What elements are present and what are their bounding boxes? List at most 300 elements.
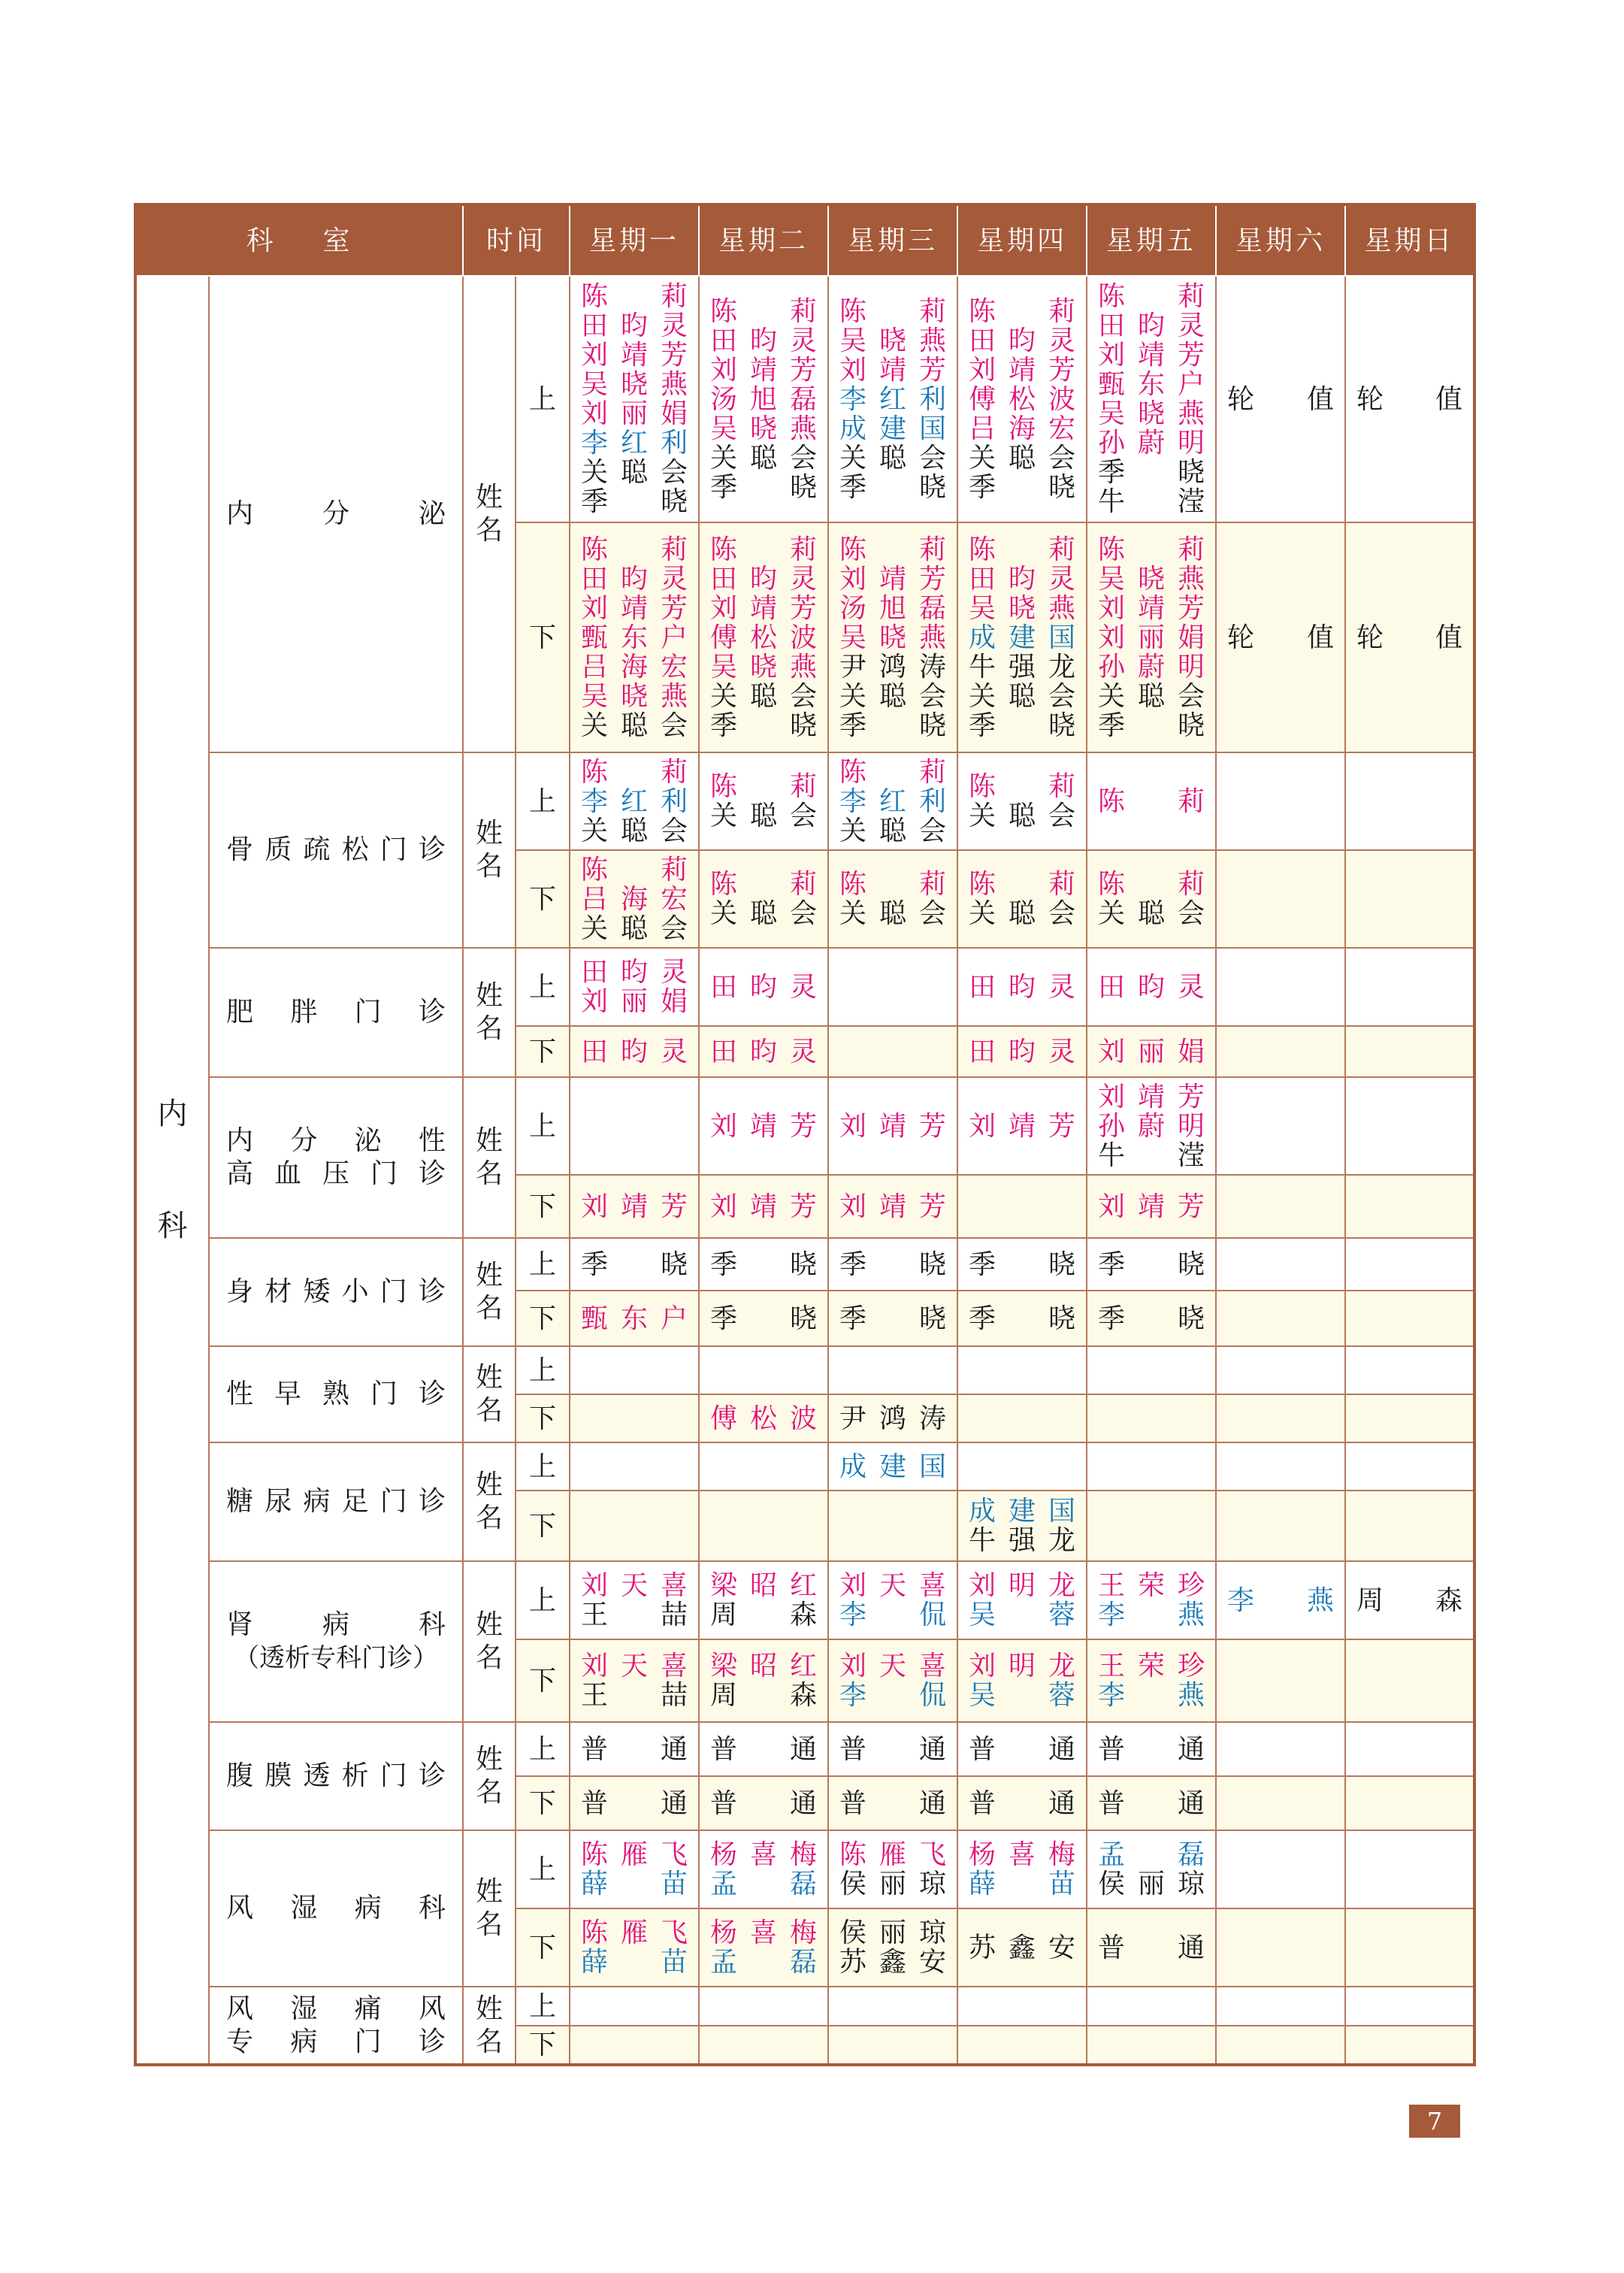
doctor-name: 苏 鑫 安	[839, 1947, 946, 1978]
clinic-row-am	[135, 1830, 1474, 1908]
doctor-name: 李 红 利	[581, 428, 688, 459]
doctor-name: 田 昀 灵	[969, 971, 1075, 1003]
doctor-name: 陈 莉	[969, 295, 1076, 327]
doctor-name: 关 聪 会	[969, 442, 1075, 474]
doctor-name: 吴 晓 燕	[839, 325, 946, 356]
doctor-name: 田 昀 灵	[1098, 310, 1205, 341]
schedule-cell	[957, 1442, 1087, 1491]
doctor-name: 刘 丽 娟	[581, 986, 688, 1017]
doctor-name: 季 晓	[969, 1303, 1076, 1334]
clinic-name-cell	[209, 1238, 463, 1346]
schedule-cell	[570, 1561, 699, 1639]
doctor-name: 成 建 国	[969, 1496, 1075, 1527]
afternoon-label: 下	[516, 2026, 570, 2065]
doctor-name: 刘 靖 芳	[710, 354, 817, 386]
schedule-cell	[570, 1291, 699, 1346]
doctor-name: 季 晓	[581, 1248, 688, 1280]
doctor-name: 吴 晓 燕	[1098, 398, 1205, 429]
doctor-name: 普 通	[969, 1733, 1076, 1765]
afternoon-label: 下	[516, 1175, 570, 1238]
clinic-row-am	[135, 948, 1474, 1026]
clinic-name: （透析专科门诊）	[234, 1643, 438, 1673]
schedule-cell	[828, 1987, 957, 2026]
schedule-cell	[957, 1987, 1087, 2026]
doctor-name: 田 昀 灵	[710, 325, 817, 356]
clinic-row-am	[135, 1722, 1474, 1776]
header-day: 星期二	[699, 204, 828, 276]
doctor-name: 季 晓	[710, 1248, 818, 1280]
morning-label: 上	[516, 948, 570, 1026]
name-label-cell	[463, 1830, 516, 1987]
schedule-cell	[1216, 1561, 1345, 1639]
schedule-cell	[957, 276, 1087, 522]
schedule-cell	[1087, 1830, 1216, 1908]
doctor-name: 季 晓	[1098, 710, 1205, 741]
doctor-name: 吕 海 宏	[581, 883, 688, 915]
name-label-cell	[463, 1987, 516, 2065]
doctor-name: 季 晓	[710, 471, 818, 503]
schedule-cell	[828, 1077, 957, 1175]
schedule-cell	[957, 1238, 1087, 1291]
schedule-cell	[570, 1908, 699, 1987]
doctor-name: 牛 滢	[1098, 486, 1205, 517]
morning-label: 上	[516, 1077, 570, 1175]
doctor-name: 陈 莉	[1098, 281, 1205, 312]
doctor-name: 普 通	[839, 1787, 947, 1819]
schedule-cell	[1216, 1394, 1345, 1442]
schedule-cell	[699, 1077, 828, 1175]
schedule-cell	[1216, 522, 1345, 752]
schedule-cell	[1087, 948, 1216, 1026]
doctor-name: 尹 鸿 涛	[839, 651, 946, 683]
doctor-name: 刘 明 龙	[969, 1651, 1075, 1681]
schedule-cell	[1345, 1238, 1474, 1291]
schedule-cell	[1345, 522, 1474, 752]
doctor-name: 田 昀 灵	[581, 563, 688, 595]
clinic-name: 性 早 熟 门 诊	[226, 1379, 446, 1409]
doctor-name: 傅 松 波	[710, 1403, 817, 1434]
doctor-name: 孟 磊	[710, 1947, 818, 1978]
schedule-cell	[1087, 1346, 1216, 1394]
name-label-cell	[463, 1561, 516, 1722]
schedule-cell	[1087, 2026, 1216, 2065]
doctor-name: 杨 喜 梅	[710, 1917, 817, 1948]
doctor-name: 牛 滢	[1098, 1140, 1205, 1171]
schedule-cell	[699, 2026, 828, 2065]
schedule-cell	[1216, 276, 1345, 522]
schedule-cell	[1087, 276, 1216, 522]
doctor-name: 刘 靖 芳	[1098, 1191, 1205, 1222]
schedule-cell	[1087, 1987, 1216, 2026]
doctor-name: 吴 晓 燕	[581, 369, 688, 400]
doctor-name: 刘 靖 芳	[1098, 1081, 1205, 1112]
doctor-name: 关 聪 会	[581, 913, 688, 944]
doctor-name: 刘 天 喜	[581, 1570, 688, 1601]
doctor-name: 刘 靖 芳	[839, 1191, 946, 1222]
doctor-name: 周 森	[710, 1600, 818, 1630]
doctor-name: 陈 莉	[710, 295, 818, 327]
schedule-cell	[1345, 1830, 1474, 1908]
clinic-row-am	[135, 276, 1474, 522]
schedule-cell	[1087, 1776, 1216, 1830]
clinic-row-am	[135, 1346, 1474, 1394]
clinic-name: 腹 膜 透 析 门 诊	[226, 1760, 446, 1791]
schedule-cell	[1087, 1026, 1216, 1077]
schedule-cell	[570, 1830, 699, 1908]
schedule-cell	[1216, 850, 1345, 948]
doctor-name: 陈 莉	[1098, 534, 1205, 565]
schedule-cell	[1216, 1639, 1345, 1722]
name-label: 姓 名	[475, 1469, 503, 1533]
doctor-name: 陈 莉	[969, 771, 1076, 802]
schedule-cell	[957, 1830, 1087, 1908]
name-label-cell	[463, 1722, 516, 1830]
schedule-cell	[699, 1830, 828, 1908]
schedule-cell	[828, 1026, 957, 1077]
name-label-cell	[463, 1346, 516, 1442]
doctor-name: 周 森	[710, 1680, 818, 1711]
schedule-cell	[570, 752, 699, 850]
schedule-cell	[1087, 522, 1216, 752]
schedule-cell	[570, 948, 699, 1026]
schedule-cell	[1345, 1908, 1474, 1987]
schedule-cell	[828, 1346, 957, 1394]
doctor-name: 关 聪 会	[1098, 680, 1205, 712]
name-label: 姓 名	[475, 1876, 503, 1940]
clinic-name-cell	[209, 1077, 463, 1238]
clinic-name: 高 血 压 门 诊	[226, 1158, 446, 1189]
clinic-name: 内 分 泌	[226, 498, 446, 529]
schedule-cell	[699, 1776, 828, 1830]
schedule-cell	[570, 2026, 699, 2065]
clinic-schedule-table	[134, 203, 1476, 2066]
schedule-cell	[1216, 948, 1345, 1026]
header-day: 星期三	[828, 204, 957, 276]
doctor-name: 刘 丽 娟	[581, 398, 688, 429]
schedule-cell	[699, 948, 828, 1026]
schedule-cell	[1216, 1776, 1345, 1830]
doctor-name: 季 晓	[839, 471, 947, 503]
doctor-name: 田 昀 灵	[581, 1036, 688, 1067]
doctor-name: 关 聪 会	[839, 680, 946, 712]
schedule-cell	[957, 1077, 1087, 1175]
doctor-name: 周 森	[1356, 1584, 1463, 1616]
name-label: 姓 名	[475, 1609, 503, 1673]
afternoon-label: 下	[516, 850, 570, 948]
clinic-name: 内 分 泌 性	[226, 1125, 446, 1156]
schedule-cell	[957, 1722, 1087, 1776]
schedule-cell	[570, 1639, 699, 1722]
doctor-name: 薛 苗	[581, 1869, 688, 1899]
doctor-name: 关 聪 会	[1098, 898, 1205, 929]
doctor-name: 李 侃	[839, 1600, 947, 1630]
schedule-cell	[1087, 752, 1216, 850]
doctor-name: 陈 莉	[581, 756, 688, 788]
doctor-name: 薛 苗	[581, 1947, 688, 1978]
clinic-name-cell	[209, 1442, 463, 1561]
doctor-name: 关 聪 会	[581, 815, 688, 846]
schedule-cell	[699, 1394, 828, 1442]
doctor-name: 尹 鸿 涛	[839, 1403, 946, 1434]
doctor-name: 牛 强 龙	[969, 1525, 1075, 1556]
doctor-name: 陈 雁 飞	[839, 1839, 946, 1870]
header-row	[135, 204, 1474, 276]
schedule-cell	[828, 752, 957, 850]
doctor-name: 普 通	[710, 1787, 818, 1819]
doctor-name: 甄 东 户	[1098, 369, 1205, 400]
doctor-name: 田 昀 灵	[710, 1036, 817, 1067]
afternoon-label: 下	[516, 1291, 570, 1346]
schedule-cell	[828, 2026, 957, 2065]
doctor-name: 王 荣 珍	[1098, 1651, 1205, 1681]
schedule-cell	[1345, 1291, 1474, 1346]
doctor-name: 吴 晓 燕	[839, 622, 946, 653]
clinic-name: 骨 质 疏 松 门 诊	[226, 834, 446, 865]
afternoon-label: 下	[516, 1776, 570, 1830]
doctor-name: 轮 值	[1356, 383, 1463, 415]
schedule-cell	[1345, 1026, 1474, 1077]
schedule-cell	[828, 1908, 957, 1987]
clinic-row-am	[135, 752, 1474, 850]
schedule-cell	[1087, 1442, 1216, 1491]
doctor-name: 田 昀 灵	[710, 971, 817, 1003]
doctor-name: 季 晓	[710, 710, 818, 741]
schedule-cell	[570, 1238, 699, 1291]
schedule-cell	[957, 1908, 1087, 1987]
doctor-name: 傅 松 波	[710, 622, 817, 653]
doctor-name: 普 通	[581, 1733, 688, 1765]
doctor-name: 薛 苗	[969, 1869, 1076, 1899]
schedule-cell	[1216, 1238, 1345, 1291]
doctor-name: 刘 靖 芳	[839, 1110, 946, 1142]
morning-label: 上	[516, 1561, 570, 1639]
schedule-cell	[1087, 1238, 1216, 1291]
schedule-cell	[1345, 1346, 1474, 1394]
schedule-cell	[828, 948, 957, 1026]
schedule-cell	[570, 1442, 699, 1491]
morning-label: 上	[516, 276, 570, 522]
doctor-name: 关 聪 会	[581, 457, 688, 488]
doctor-name: 关 聪 会	[710, 680, 817, 712]
doctor-name: 孟 磊	[710, 1869, 818, 1899]
schedule-cell	[957, 1175, 1087, 1238]
doctor-name: 李 红 利	[839, 383, 946, 415]
name-label: 姓 名	[475, 1993, 503, 2057]
header-day: 星期六	[1216, 204, 1345, 276]
schedule-cell	[699, 276, 828, 522]
doctor-name: 吴 晓 燕	[1098, 563, 1205, 595]
schedule-cell	[1345, 1491, 1474, 1561]
schedule-cell	[699, 752, 828, 850]
schedule-cell	[1345, 752, 1474, 850]
schedule-cell	[957, 522, 1087, 752]
section-label: 内 科	[157, 1096, 188, 1243]
doctor-name: 刘 明 龙	[969, 1570, 1075, 1601]
doctor-name: 吕 海 宏	[969, 413, 1075, 444]
doctor-name: 关 聪 会	[581, 710, 688, 741]
doctor-name: 关 聪 会	[710, 801, 817, 831]
name-label-cell	[463, 1238, 516, 1346]
schedule-cell	[1345, 850, 1474, 948]
schedule-cell	[828, 522, 957, 752]
schedule-cell	[1087, 1908, 1216, 1987]
doctor-name: 陈 莉	[581, 281, 688, 312]
schedule-cell	[1345, 1776, 1474, 1830]
name-label: 姓 名	[475, 818, 503, 882]
morning-label: 上	[516, 1238, 570, 1291]
schedule-cell	[828, 1639, 957, 1722]
afternoon-label: 下	[516, 1394, 570, 1442]
schedule-cell	[1216, 1908, 1345, 1987]
doctor-name: 关 聪 会	[969, 801, 1075, 831]
doctor-name: 季 晓	[969, 710, 1076, 741]
schedule-cell	[828, 1394, 957, 1442]
doctor-name: 成 建 国	[839, 1451, 946, 1482]
doctor-name: 季 晓	[969, 1248, 1076, 1280]
schedule-cell	[957, 850, 1087, 948]
doctor-name: 陈 莉	[581, 534, 688, 565]
doctor-name: 王 荣 珍	[1098, 1570, 1205, 1601]
name-label-cell	[463, 276, 516, 752]
schedule-cell	[570, 276, 699, 522]
schedule-cell	[1216, 1722, 1345, 1776]
name-label: 姓 名	[475, 1125, 503, 1189]
clinic-name-cell	[209, 1346, 463, 1442]
page-number: 7	[1409, 2105, 1460, 2138]
doctor-name: 刘 靖 芳	[710, 1110, 817, 1142]
morning-label: 上	[516, 1722, 570, 1776]
doctor-name: 关 聪 会	[710, 442, 817, 474]
doctor-name: 关 聪 会	[969, 898, 1075, 929]
doctor-name: 陈 莉	[710, 771, 818, 802]
schedule-cell	[570, 1175, 699, 1238]
doctor-name: 吴 晓 燕	[969, 592, 1075, 624]
schedule-cell	[699, 1346, 828, 1394]
header-department: 科 室	[135, 204, 463, 276]
doctor-name: 田 昀 灵	[969, 325, 1075, 356]
schedule-cell	[699, 1491, 828, 1561]
schedule-cell	[699, 1639, 828, 1722]
name-label: 姓 名	[475, 980, 503, 1044]
doctor-name: 吴 蓉	[969, 1600, 1076, 1630]
schedule-cell	[828, 1491, 957, 1561]
schedule-cell	[570, 1026, 699, 1077]
schedule-cell	[1216, 752, 1345, 850]
doctor-name: 牛 强 龙	[969, 651, 1075, 683]
schedule-cell	[1216, 1346, 1345, 1394]
schedule-cell	[570, 1491, 699, 1561]
schedule-cell	[1087, 1561, 1216, 1639]
morning-label: 上	[516, 1346, 570, 1394]
schedule-cell	[828, 850, 957, 948]
schedule-cell	[957, 1491, 1087, 1561]
schedule-cell	[699, 1026, 828, 1077]
doctor-name: 陈 莉	[839, 756, 947, 788]
schedule-cell	[957, 752, 1087, 850]
doctor-name: 陈 雁 飞	[581, 1917, 688, 1948]
schedule-cell	[1345, 2026, 1474, 2065]
schedule-cell	[1216, 2026, 1345, 2065]
doctor-name: 刘 靖 芳	[581, 1191, 688, 1222]
header-day: 星期日	[1345, 204, 1474, 276]
schedule-cell	[1087, 1722, 1216, 1776]
clinic-name: 肥 胖 门 诊	[226, 997, 446, 1028]
clinic-name: 风 湿 病 科	[226, 1893, 446, 1923]
doctor-name: 陈 莉	[839, 869, 947, 900]
clinic-name: 专 病 门 诊	[226, 2026, 446, 2057]
schedule-cell	[570, 1722, 699, 1776]
schedule-cell	[1345, 1077, 1474, 1175]
doctor-name: 田 昀 灵	[969, 1036, 1075, 1067]
doctor-name: 关 聪 会	[839, 815, 946, 846]
afternoon-label: 下	[516, 522, 570, 752]
doctor-name: 孟 磊	[1098, 1839, 1205, 1870]
doctor-name: 李 红 利	[581, 785, 688, 817]
doctor-name: 普 通	[581, 1787, 688, 1819]
doctor-name: 轮 值	[1227, 622, 1335, 653]
schedule-cell	[699, 1238, 828, 1291]
afternoon-label: 下	[516, 1908, 570, 1987]
schedule-cell	[957, 1291, 1087, 1346]
doctor-name: 普 通	[1098, 1787, 1205, 1819]
doctor-name: 田 昀 灵	[710, 563, 817, 595]
section-cell	[135, 276, 209, 2065]
doctor-name: 季 晓	[710, 1303, 818, 1334]
doctor-name: 李 燕	[1098, 1600, 1205, 1630]
schedule-cell	[828, 1442, 957, 1491]
schedule-cell	[1087, 1394, 1216, 1442]
doctor-name: 刘 靖 芳	[581, 340, 688, 371]
doctor-name: 陈 莉	[710, 869, 818, 900]
schedule-cell	[1216, 1077, 1345, 1175]
doctor-name: 刘 靖 芳	[710, 1191, 817, 1222]
doctor-name: 苏 鑫 安	[969, 1932, 1075, 1963]
schedule-cell	[828, 1291, 957, 1346]
doctor-name: 吴 晓 燕	[710, 651, 817, 683]
name-label-cell	[463, 1442, 516, 1561]
doctor-name: 侯 丽 琼	[839, 1917, 946, 1948]
schedule-cell	[957, 1776, 1087, 1830]
doctor-name: 陈 莉	[969, 534, 1076, 565]
doctor-name: 王 喆	[581, 1680, 688, 1711]
schedule-cell	[1087, 1639, 1216, 1722]
schedule-cell	[699, 850, 828, 948]
afternoon-label: 下	[516, 1026, 570, 1077]
header-time: 时间	[463, 204, 570, 276]
doctor-name: 普 通	[1098, 1932, 1205, 1963]
schedule-cell	[1087, 1175, 1216, 1238]
schedule-cell	[1216, 1491, 1345, 1561]
doctor-name: 刘 靖 芳	[839, 563, 946, 595]
clinic-row-am	[135, 1987, 1474, 2026]
doctor-name: 田 昀 灵	[581, 310, 688, 341]
doctor-name: 陈 莉	[710, 534, 818, 565]
schedule-cell	[699, 1175, 828, 1238]
doctor-name: 吴 蓉	[969, 1680, 1076, 1711]
doctor-name: 侯 丽 琼	[1098, 1869, 1205, 1899]
name-label: 姓 名	[475, 1362, 503, 1426]
schedule-cell	[699, 1987, 828, 2026]
doctor-name: 刘 靖 芳	[969, 354, 1075, 386]
schedule-cell	[1216, 1291, 1345, 1346]
schedule-cell	[957, 2026, 1087, 2065]
doctor-name: 王 喆	[581, 1600, 688, 1630]
schedule-cell	[957, 1026, 1087, 1077]
header-day: 星期一	[570, 204, 699, 276]
doctor-name: 成 建 国	[969, 622, 1075, 653]
doctor-name: 李 红 利	[839, 785, 946, 817]
schedule-cell	[828, 1830, 957, 1908]
